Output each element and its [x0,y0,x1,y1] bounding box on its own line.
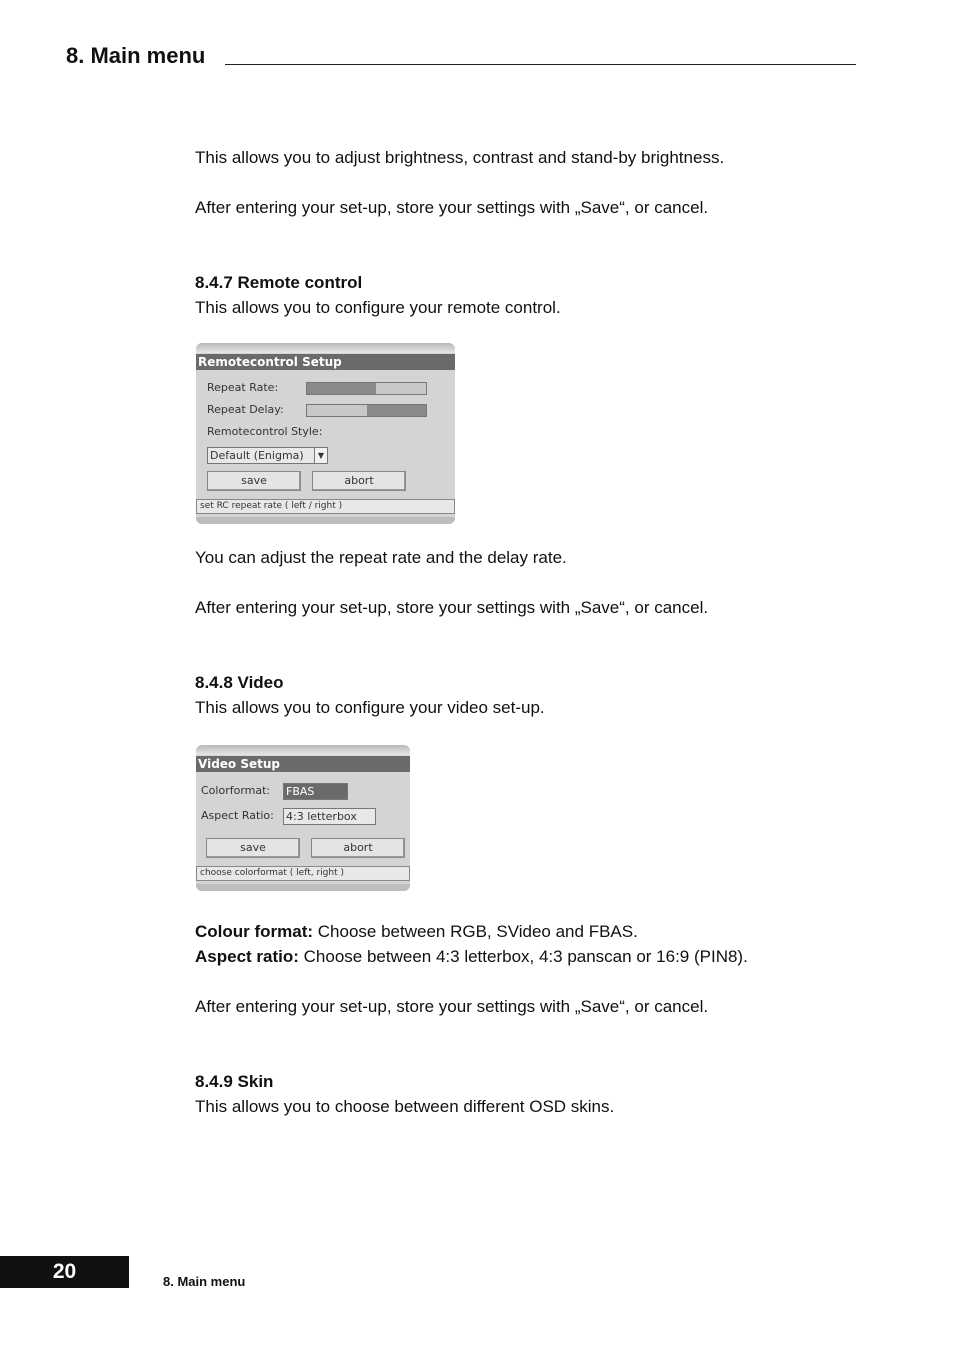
chevron-down-icon[interactable]: ▼ [314,448,327,463]
osd-frame-top [196,745,410,755]
remote-control-heading: 8.4.7 Remote control [195,273,363,292]
repeat-rate-slider[interactable] [306,382,427,395]
chapter-title: 8. Main menu [66,43,206,68]
video-setup-screenshot [196,745,410,891]
osd-status-bar: set RC repeat rate ( left / right ) [196,499,455,514]
colorformat-label: Colorformat: [201,784,271,797]
save-button[interactable]: save [207,471,301,491]
remote-after-paragraph-1: You can adjust the repeat rate and the delay rate. [195,548,567,567]
abort-button[interactable]: abort [311,838,405,858]
osd-frame-bottom [196,884,410,891]
colour-format-text: Choose between RGB, SVideo and FBAS. [313,922,638,941]
repeat-delay-label: Repeat Delay: [207,403,284,416]
osd-title: Remotecontrol Setup [196,354,455,370]
remotecontrol-setup-screenshot [196,343,455,524]
repeat-rate-fill [307,383,376,394]
skin-description: This allows you to choose between different OSD skins. [195,1097,615,1116]
video-after-paragraph: After entering your set-up, store your settings with „Save“, or cancel. [195,997,709,1016]
colorformat-field[interactable]: FBAS [283,783,348,800]
aspect-ratio-field[interactable]: 4:3 letterbox [283,808,376,825]
aspect-ratio-label: Aspect Ratio: [201,809,274,822]
remote-control-description: This allows you to configure your remote control. [195,298,561,317]
remote-after-paragraph-2: After entering your set-up, store your settings with „Save“, or cancel. [195,598,709,617]
abort-button[interactable]: abort [312,471,406,491]
aspect-ratio-label-text: Aspect ratio: [195,947,299,966]
remotecontrol-style-label: Remotecontrol Style: [207,425,323,438]
repeat-delay-slider[interactable] [306,404,427,417]
skin-heading: 8.4.9 Skin [195,1072,274,1091]
osd-status-bar: choose colorformat ( left, right ) [196,866,410,881]
colour-format-label: Colour format: [195,922,314,941]
osd-frame-bottom [196,517,455,524]
header-rule [225,64,856,65]
save-button[interactable]: save [206,838,300,858]
intro-paragraph-1: This allows you to adjust brightness, contrast and stand-by brightness. [195,148,725,167]
repeat-delay-fill [367,405,427,416]
page-number: 20 [0,1256,129,1288]
aspect-ratio-text: Choose between 4:3 letterbox, 4:3 panscan or 16:9 (PIN8). [298,947,748,966]
remotecontrol-style-value: Default (Enigma) [210,449,304,462]
aspect-ratio-line [195,946,748,968]
repeat-rate-label: Repeat Rate: [207,381,279,394]
footer-section-title: 8. Main menu [163,1274,246,1289]
remotecontrol-style-select[interactable] [207,447,328,464]
video-description: This allows you to configure your video set-up. [195,698,545,717]
video-heading: 8.4.8 Video [195,673,284,692]
intro-paragraph-2: After entering your set-up, store your settings with „Save“, or cancel. [195,198,709,217]
osd-title: Video Setup [196,756,410,772]
colour-format-line [195,921,638,943]
osd-frame-top [196,343,455,353]
